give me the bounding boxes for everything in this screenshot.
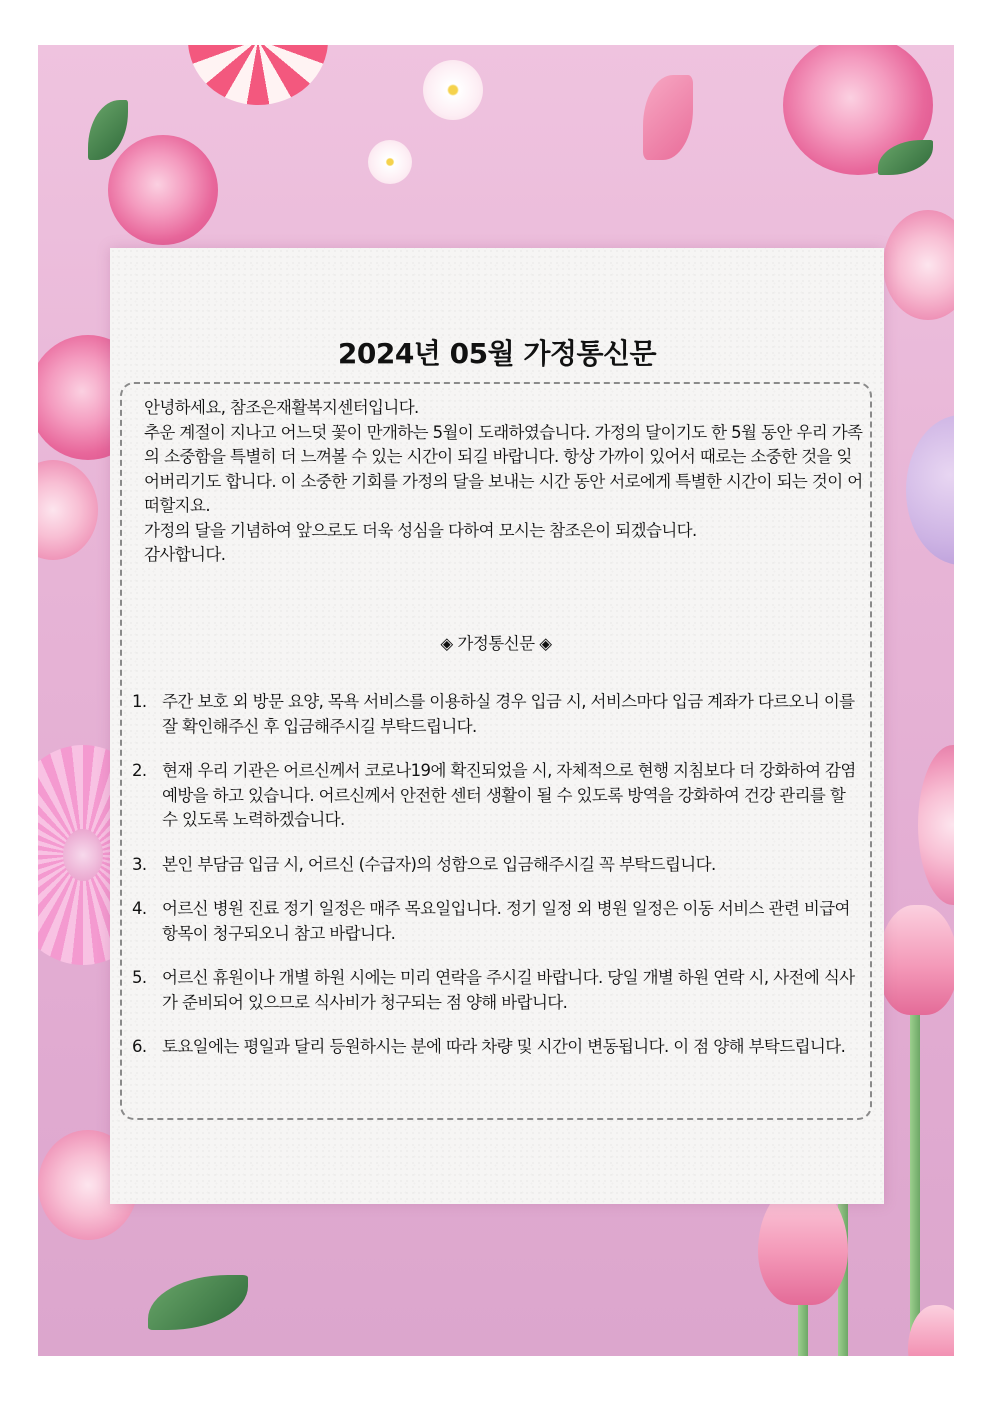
list-item [132, 966, 862, 1015]
leaf-decoration [148, 1275, 248, 1330]
petal-decoration [643, 75, 693, 160]
item-text: 본인 부담금 입금 시, 어르신 (수급자)의 성함으로 입금해주시길 꼭 부탁드립니다. [162, 854, 716, 874]
section-heading: ◈ 가정통신문 ◈ [440, 634, 552, 653]
leaf-decoration [88, 100, 128, 160]
intro-thanks: 감사합니다. [144, 545, 226, 564]
page-title: 2024년 05월 가정통신문 [337, 337, 657, 370]
item-text: 토요일에는 평일과 달리 등원하시는 분에 따라 차량 및 시간이 변동됩니다. 이 점 양해 부탁드립니다. [162, 1037, 846, 1056]
intro-paragraph: 추운 계절이 지나고 어느덧 꽃이 만개하는 5월이 도래하였습니다. 가정의 달이기도 한 5월 동안 우리 가족의 소중함을 특별히 더 느껴볼 수 있는 시간이 되길 바랍니다. 항상 가까이 있어서 때로는 소중한 것을 잊어버리기도 합니다. 이 소중한 기회를 가정의 달을 보내는 시간 동안 서로에게 특별한 시간이 되는 것이 어떠할지요. [144, 422, 863, 515]
blossom-decoration [368, 140, 412, 184]
rose-decoration [883, 210, 954, 320]
item-text: 어르신 병원 진료 정기 일정은 매주 목요일입니다. 정기 일정 외 병원 일정은 이동 서비스 관련 비급여 항목이 청구되오니 참고 바랍니다. [162, 899, 850, 943]
list-item [132, 897, 862, 946]
list-item [132, 853, 862, 878]
tulip-stem [910, 1005, 920, 1356]
item-text: 어르신 휴원이나 개별 하원 시에는 미리 연락을 주시길 바랍니다. 당일 개별 하원 연락 시, 사전에 식사가 준비되어 있으므로 식사비가 청구되는 점 양해 바랍니다. [162, 968, 855, 1012]
intro-greeting: 안녕하세요, 참조은재활복지센터입니다. [144, 398, 419, 417]
rose-decoration [38, 460, 98, 560]
intro-message [144, 396, 864, 568]
tulip-decoration [878, 905, 954, 1015]
intro-closing-line: 가정의 달을 기념하여 앞으로도 더욱 성심을 다하여 모시는 참조은이 되겠습니다. [144, 520, 697, 540]
item-text: 현재 우리 기관은 어르신께서 코로나19에 확진되었을 시, 자체적으로 현행 지침보다 더 강화하여 감염 예방을 하고 있습니다. 어르신께서 안전한 센터 생활이 될 수 있도록 방역을 강화하여 건강 관리를 할 수 있도록 노력하겠습니다. [162, 761, 856, 829]
item-number: 3. [132, 854, 147, 874]
list-item [132, 690, 862, 739]
flower-decoration [918, 745, 954, 905]
notice-list [132, 690, 862, 1080]
macaron-decoration [906, 415, 954, 565]
lollipop-decoration [188, 45, 328, 105]
item-number: 4. [132, 899, 147, 918]
item-text: 주간 보호 외 방문 요양, 목욕 서비스를 이용하실 경우 입금 시, 서비스마다 입금 계좌가 다르오니 이를 잘 확인해주신 후 입금해주시길 부탁드립니다. [162, 692, 855, 736]
item-number: 6. [132, 1037, 147, 1056]
item-number: 1. [132, 692, 147, 711]
blossom-decoration [423, 60, 483, 120]
list-item [132, 759, 862, 833]
rose-decoration [108, 135, 218, 245]
item-number: 5. [132, 968, 147, 987]
item-number: 2. [132, 761, 147, 780]
list-item [132, 1035, 862, 1060]
